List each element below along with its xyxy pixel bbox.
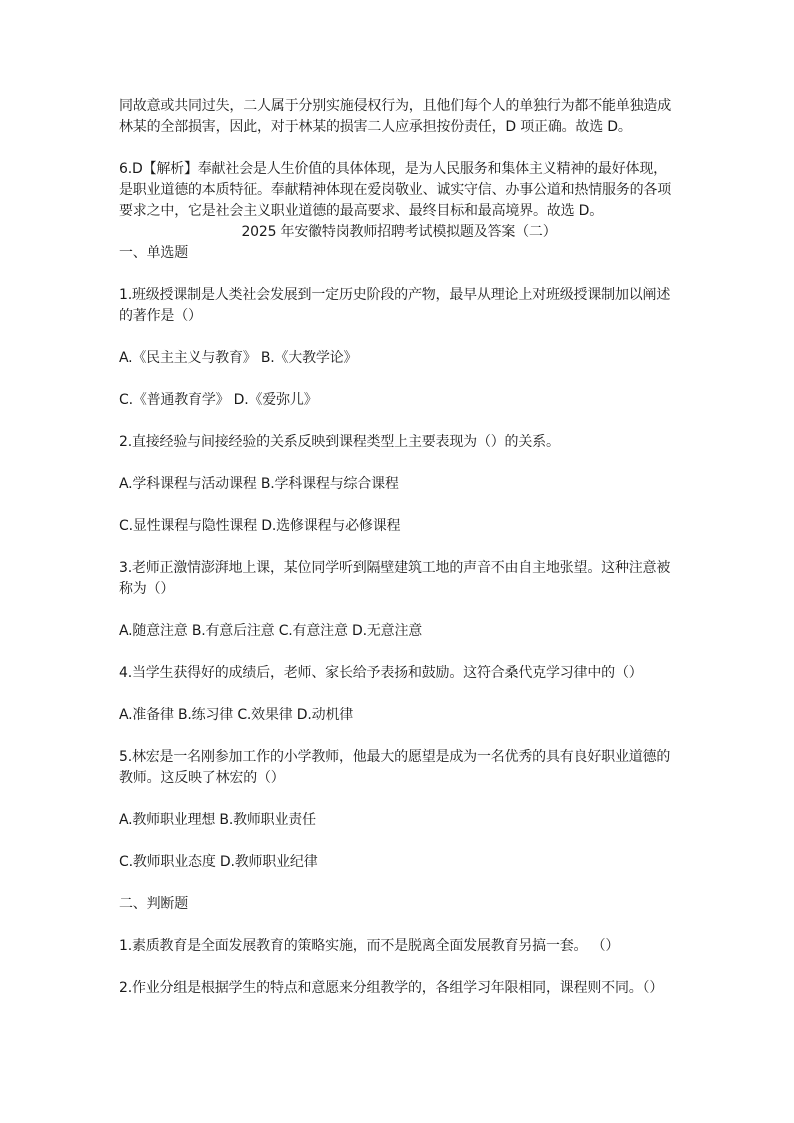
question-1-options-ab: A.《民主主义与教育》 B.《大教学论》 — [119, 350, 358, 366]
section-heading-true-false: 二、判断题 — [119, 896, 188, 912]
question-5-options-ab: A.教师职业理想 B.教师职业责任 — [119, 812, 316, 828]
question-1: 1.班级授课制是人类社会发展到一定历史阶段的产物，最早从理论上对班级授课制加以阐述的著作是（） — [119, 287, 671, 324]
question-4: 4.当学生获得好的成绩后，老师、家长给予表扬和鼓励。这符合桑代克学习律中的（） — [119, 665, 643, 681]
judgment-question-1: 1.素质教育是全面发展教育的策略实施，而不是脱离全面发展教育另搞一套。 （） — [119, 938, 620, 954]
question-3-options: A.随意注意 B.有意后注意 C.有意注意 D.无意注意 — [119, 623, 423, 639]
document-title: 2025 年安徽特岗教师招聘考试模拟题及答案（二） — [241, 224, 557, 240]
question-2-options-ab: A.学科课程与活动课程 B.学科课程与综合课程 — [119, 476, 399, 492]
question-5: 5.林宏是一名刚参加工作的小学教师，他最大的愿望是成为一名优秀的具有良好职业道德的教师。这反映了林宏的（） — [119, 749, 671, 786]
section-heading-single-choice: 一、单选题 — [119, 245, 188, 261]
question-2-options-cd: C.显性课程与隐性课程 D.选修课程与必修课程 — [119, 518, 401, 534]
judgment-question-2: 2.作业分组是根据学生的特点和意愿来分组教学的，各组学习年限相同，课程则不同。（） — [119, 980, 664, 996]
question-5-options-cd: C.教师职业态度 D.教师职业纪律 — [119, 854, 318, 870]
document-page — [119, 96, 679, 999]
answer-6-explanation: 6.D【解析】奉献社会是人生价值的具体体现，是为人民服务和集体主义精神的最好体现，是职业道德的本质特征。奉献精神体现在爱岗敬业、诚实守信、办事公道和热情服务的各项要求之中，它是社会主义职业道德的最高要求、最终目标和最高境界。故选 D。 — [119, 161, 671, 219]
question-4-options: A.准备律 B.练习律 C.效果律 D.动机律 — [119, 707, 354, 723]
question-2: 2.直接经验与间接经验的关系反映到课程类型上主要表现为（）的关系。 — [119, 434, 560, 450]
question-1-options-cd: C.《普通教育学》 D.《爱弥儿》 — [119, 392, 318, 408]
question-3: 3.老师正激情澎湃地上课，某位同学听到隔壁建筑工地的声音不由自主地张望。这种注意被称为（） — [119, 560, 671, 597]
intro-paragraph: 同故意或共同过失，二人属于分别实施侵权行为，且他们每个人的单独行为都不能单独造成林某的全部损害，因此，对于林某的损害二人应承担按份责任，D 项正确。故选 D。 — [119, 98, 671, 135]
